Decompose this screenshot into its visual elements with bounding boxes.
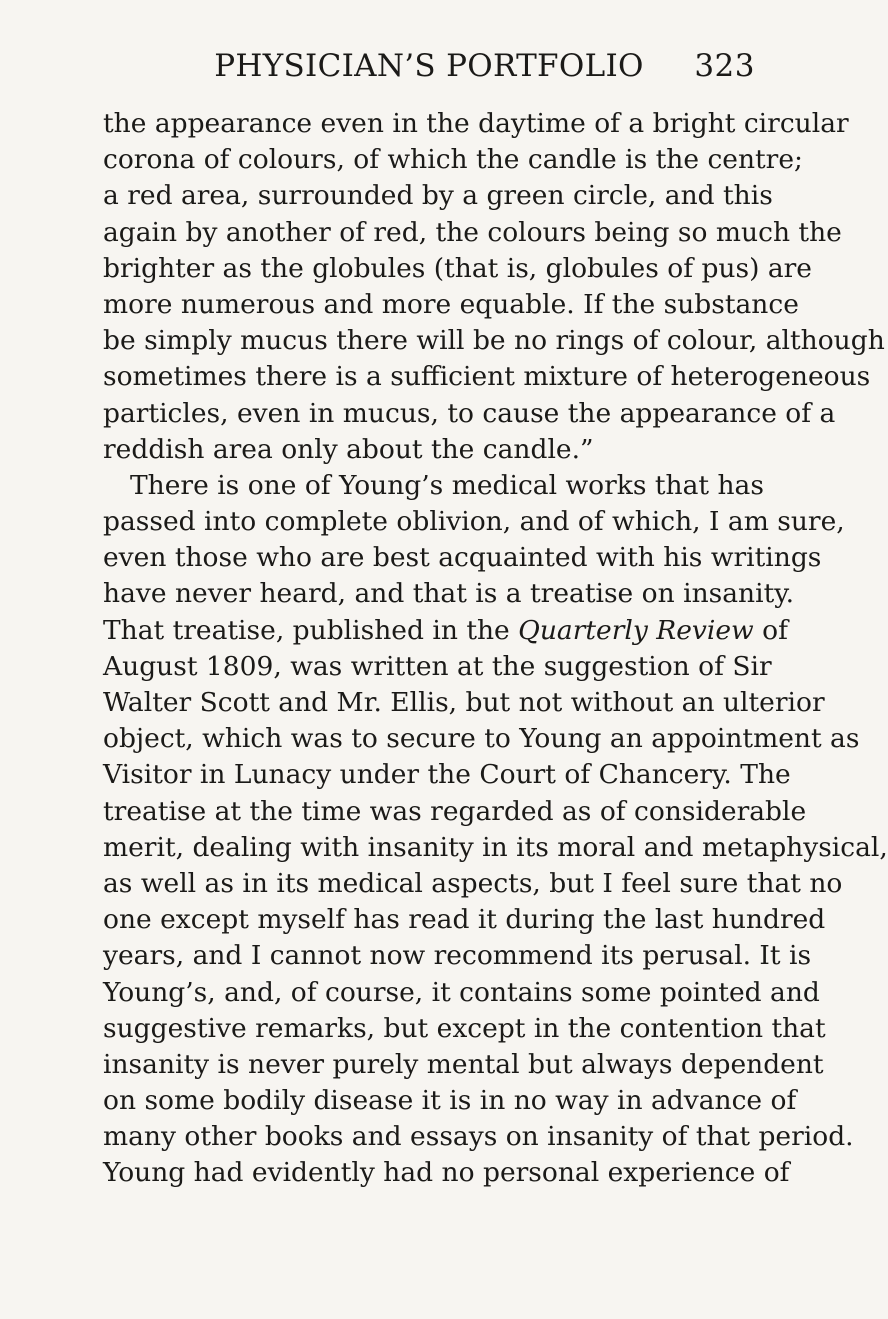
body-text bbox=[103, 106, 888, 1192]
text-line: August 1809, was written at the suggestion of Sir bbox=[103, 650, 772, 682]
page-number: 323 bbox=[694, 48, 755, 84]
text-line: have never heard, and that is a treatise on insanity. bbox=[103, 578, 795, 610]
text-line: one except myself has read it during the last hundred bbox=[103, 904, 826, 936]
text-line: corona of colours, of which the candle is the centre; bbox=[103, 144, 803, 176]
text-line: particles, even in mucus, to cause the appearance of a bbox=[103, 397, 836, 429]
text-line: many other books and essays on insanity of that period. bbox=[103, 1121, 854, 1153]
running-head bbox=[103, 48, 755, 88]
text-line: a red area, surrounded by a green circle, and this bbox=[103, 180, 773, 212]
text-line: Young had evidently had no personal experience of bbox=[103, 1157, 790, 1189]
text-line-with-citation bbox=[103, 613, 788, 649]
text-line: sometimes there is a sufficient mixture of heterogeneous bbox=[103, 361, 871, 393]
text-line: reddish area only about the candle.” bbox=[103, 433, 594, 465]
text-fragment: That treatise, published in the bbox=[103, 614, 519, 646]
text-line: insanity is never purely mental but always dependent bbox=[103, 1048, 824, 1080]
text-line: on some bodily disease it is in no way in advance of bbox=[103, 1085, 797, 1117]
running-title: PHYSICIAN’S PORTFOLIO bbox=[214, 48, 644, 84]
text-line: the appearance even in the daytime of a bright circular bbox=[103, 108, 849, 139]
text-line: brighter as the globules (that is, globules of pus) are bbox=[103, 252, 812, 284]
text-line: Walter Scott and Mr. Ellis, but not without an ulterior bbox=[103, 687, 825, 718]
text-line: be simply mucus there will be no rings of colour, although bbox=[103, 325, 885, 357]
text-line: even those who are best acquainted with his writings bbox=[103, 542, 822, 574]
text-line: as well as in its medical aspects, but I feel sure that no bbox=[103, 867, 843, 899]
text-line: years, and I cannot now recommend its perusal. It is bbox=[103, 940, 812, 972]
text-line: more numerous and more equable. If the substance bbox=[103, 288, 799, 320]
periodical-title: Quarterly Review bbox=[518, 614, 754, 646]
text-fragment: of bbox=[753, 614, 788, 646]
text-line: passed into complete oblivion, and of which, I am sure, bbox=[103, 506, 845, 538]
text-line: Visitor in Lunacy under the Court of Chancery. The bbox=[103, 759, 791, 791]
text-line: object, which was to secure to Young an appointment as bbox=[103, 723, 860, 755]
text-line: Young’s, and, of course, it contains some pointed and bbox=[103, 976, 820, 1008]
text-line: There is one of Young’s medical works that has bbox=[130, 469, 764, 501]
text-line: suggestive remarks, but except in the contention that bbox=[103, 1012, 826, 1044]
text-line: merit, dealing with insanity in its moral and metaphysical, bbox=[103, 831, 888, 863]
text-line: treatise at the time was regarded as of considerable bbox=[103, 795, 807, 827]
text-line: again by another of red, the colours being so much the bbox=[103, 216, 842, 248]
